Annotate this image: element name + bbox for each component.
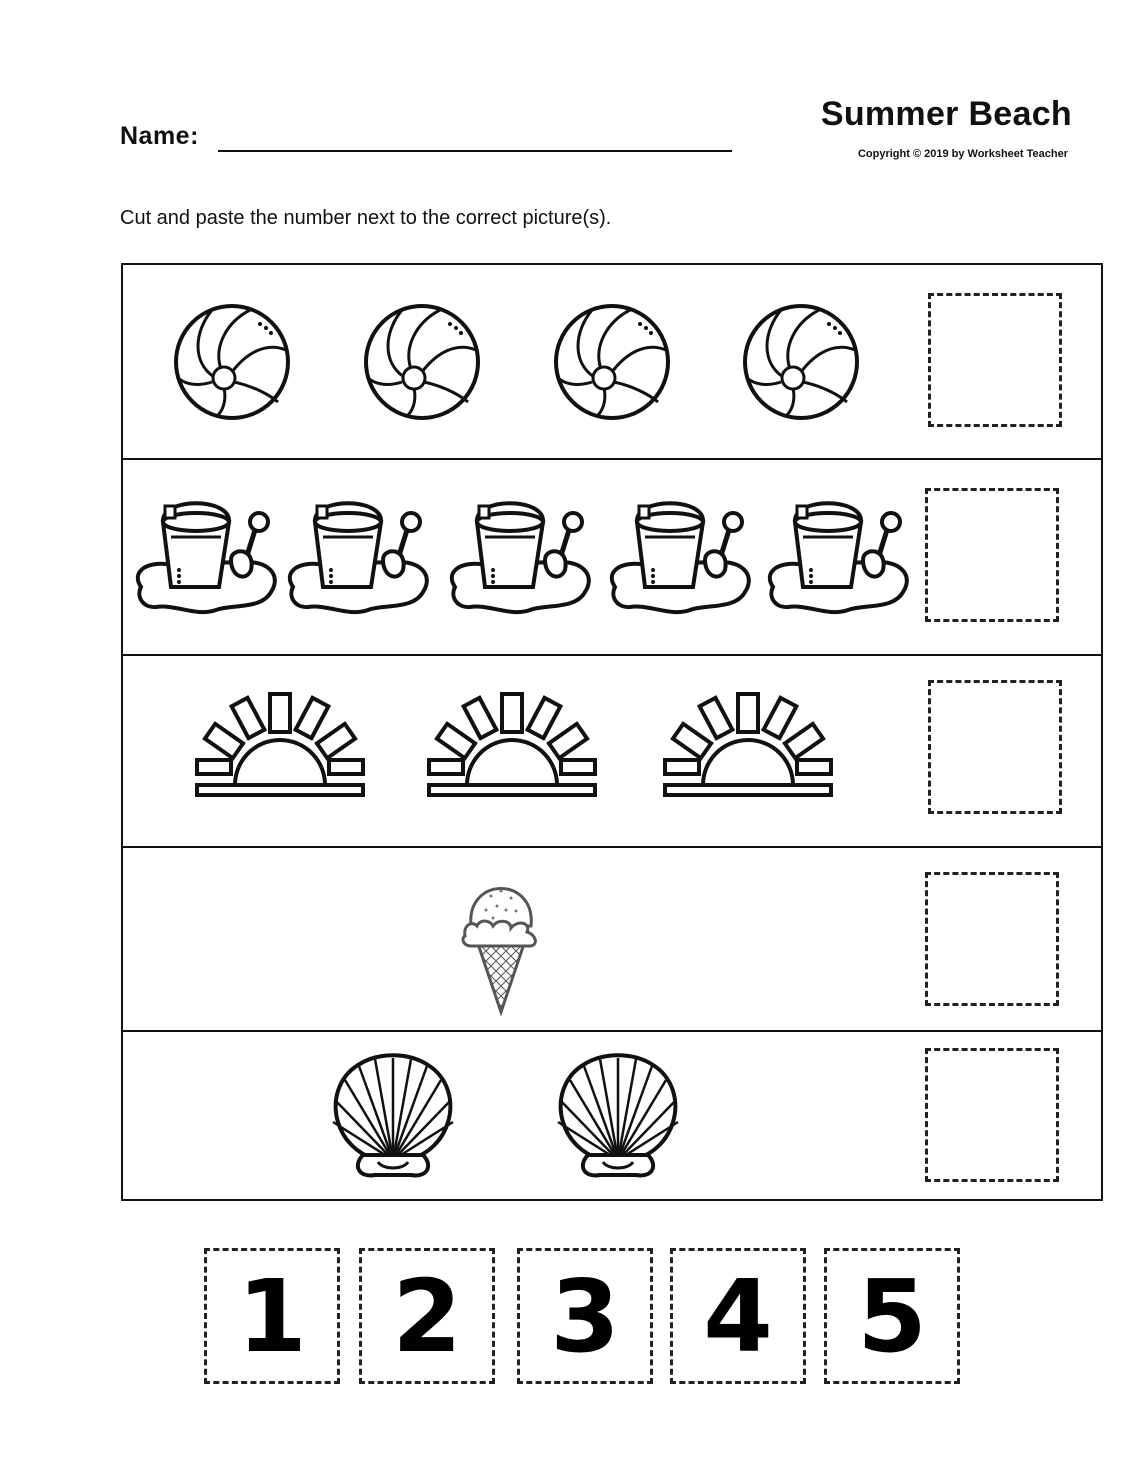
row-sand-buckets: [123, 460, 1101, 656]
seashell-icon: [548, 1050, 688, 1180]
seashell-icon: [323, 1050, 463, 1180]
answer-box[interactable]: [928, 293, 1062, 427]
sand-bucket-icon: [763, 492, 913, 622]
name-line[interactable]: [218, 150, 732, 152]
sand-bucket-icon: [445, 492, 595, 622]
worksheet-title: Summer Beach: [820, 95, 1072, 133]
number-card-4[interactable]: 4: [670, 1248, 806, 1384]
sand-bucket-icon: [605, 492, 755, 622]
sun-icon: [427, 690, 597, 800]
copyright: Copyright © 2019 by Worksheet Teacher: [857, 148, 1068, 160]
instructions: Cut and paste the number next to the correct picture(s).: [120, 207, 612, 229]
row-suns: [123, 656, 1101, 848]
sand-bucket-icon: [283, 492, 433, 622]
name-label: Name:: [120, 122, 199, 150]
answer-box[interactable]: [925, 488, 1059, 622]
answer-box[interactable]: [925, 1048, 1059, 1182]
picture-grid: [121, 263, 1103, 1201]
answer-box[interactable]: [925, 872, 1059, 1006]
sun-icon: [663, 690, 833, 800]
row-ice-cream: [123, 848, 1101, 1032]
beach-ball-icon: [362, 302, 482, 422]
row-beach-balls: [123, 265, 1101, 460]
beach-ball-icon: [172, 302, 292, 422]
number-card-5[interactable]: 5: [824, 1248, 960, 1384]
number-card-2[interactable]: 2: [359, 1248, 495, 1384]
beach-ball-icon: [552, 302, 672, 422]
answer-box[interactable]: [928, 680, 1062, 814]
beach-ball-icon: [741, 302, 861, 422]
number-card-3[interactable]: 3: [517, 1248, 653, 1384]
sand-bucket-icon: [131, 492, 281, 622]
sun-icon: [195, 690, 365, 800]
ice-cream-icon: [461, 866, 541, 1016]
number-card-1[interactable]: 1: [204, 1248, 340, 1384]
row-seashells: [123, 1032, 1101, 1199]
